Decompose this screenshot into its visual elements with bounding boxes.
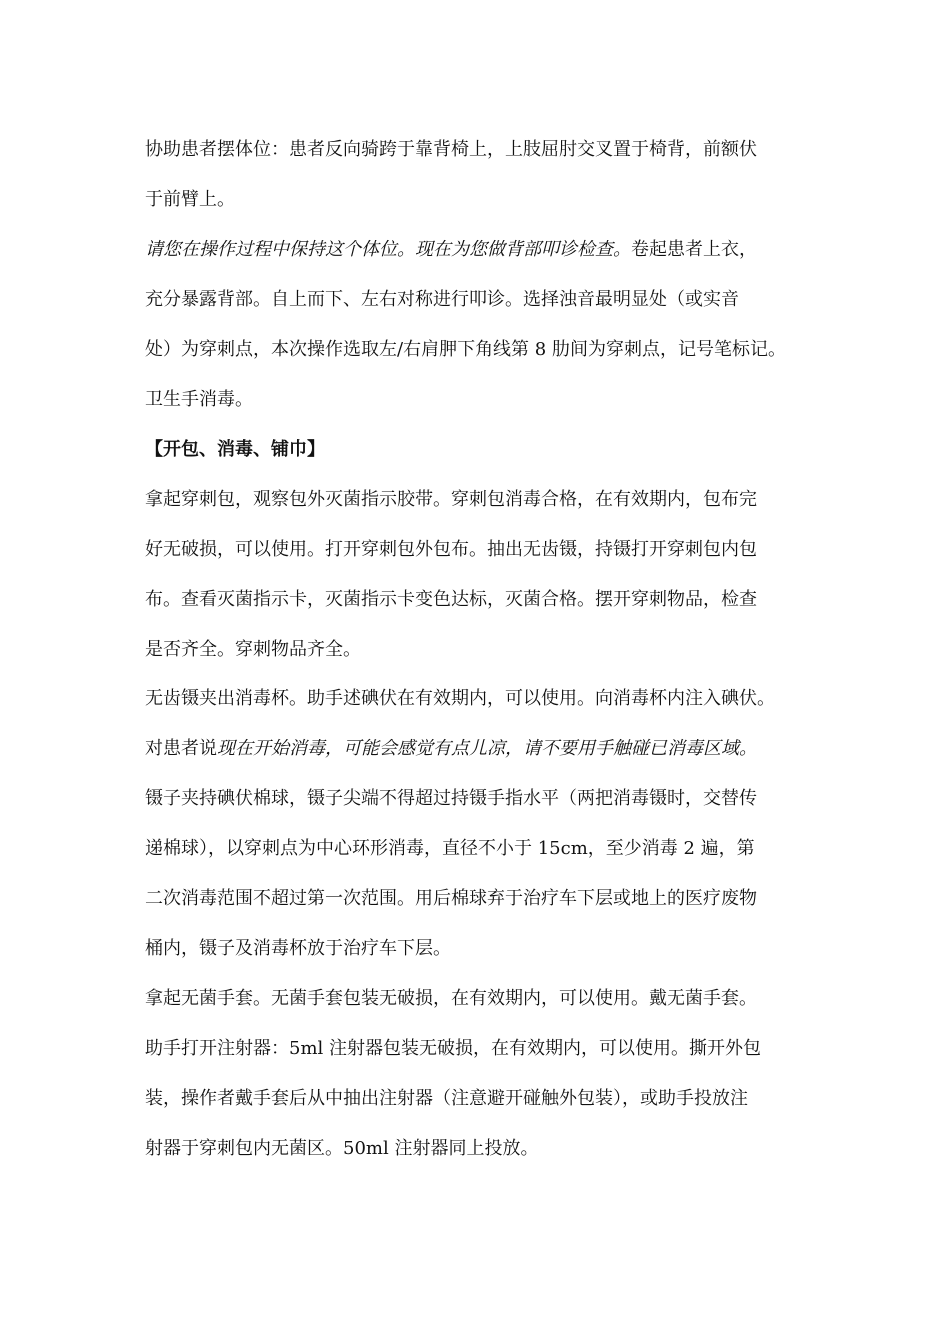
- paragraph-line: 卫生手消毒。: [145, 389, 253, 410]
- paragraph-line: 射器于穿刺包内无菌区。50ml 注射器同上投放。: [145, 1138, 539, 1159]
- paragraph-line: 递棉球），以穿刺点为中心环形消毒，直径不小于 15cm，至少消毒 2 遍，第: [145, 838, 755, 859]
- paragraph-line: 协助患者摆体位：患者反向骑跨于靠背椅上，上肢屈肘交叉置于椅背，前额伏: [145, 139, 757, 160]
- paragraph-line: 拿起无菌手套。无菌手套包装无破损，在有效期内，可以使用。戴无菌手套。: [145, 988, 757, 1009]
- paragraph-line: 镊子夹持碘伏棉球，镊子尖端不得超过持镊手指水平（两把消毒镊时，交替传: [145, 788, 757, 809]
- paragraph-line: 是否齐全。穿刺物品齐全。: [145, 639, 361, 660]
- paragraph-line: 装，操作者戴手套后从中抽出注射器（注意避开碰触外包装），或助手投放注: [145, 1088, 748, 1109]
- plain-text: 卷起患者上衣，: [631, 239, 757, 260]
- paragraph-line: 拿起穿刺包，观察包外灭菌指示胶带。穿刺包消毒合格，在有效期内，包布完: [145, 489, 757, 510]
- paragraph-line: 桶内，镊子及消毒杯放于治疗车下层。: [145, 938, 451, 959]
- paragraph-line: 助手打开注射器：5ml 注射器包装无破损，在有效期内，可以使用。撕开外包: [145, 1038, 761, 1059]
- paragraph-line: [145, 736, 757, 762]
- paragraph-line: 处）为穿刺点，本次操作选取左/右肩胛下角线第 8 肋间为穿刺点，记号笔标记。: [145, 339, 786, 360]
- paragraph-line: [145, 237, 757, 263]
- paragraph-line: 布。查看灭菌指示卡，灭菌指示卡变色达标，灭菌合格。摆开穿刺物品，检查: [145, 589, 757, 610]
- paragraph-line: 二次消毒范围不超过第一次范围。用后棉球弃于治疗车下层或地上的医疗废物: [145, 888, 757, 909]
- italic-speech: 现在开始消毒，可能会感觉有点儿凉，请不要用手触碰已消毒区域。: [217, 738, 757, 759]
- section-heading: 【开包、消毒、铺巾】: [145, 439, 325, 460]
- paragraph-line: 无齿镊夹出消毒杯。助手述碘伏在有效期内，可以使用。向消毒杯内注入碘伏。: [145, 688, 775, 709]
- paragraph-line: 好无破损，可以使用。打开穿刺包外包布。抽出无齿镊，持镊打开穿刺包内包: [145, 539, 757, 560]
- paragraph-line: 充分暴露背部。自上而下、左右对称进行叩诊。选择浊音最明显处（或实音: [145, 289, 739, 310]
- paragraph-line: 于前臂上。: [145, 189, 235, 210]
- italic-speech: 请您在操作过程中保持这个体位。现在为您做背部叩诊检查。: [145, 239, 631, 260]
- plain-text: 对患者说: [145, 738, 217, 759]
